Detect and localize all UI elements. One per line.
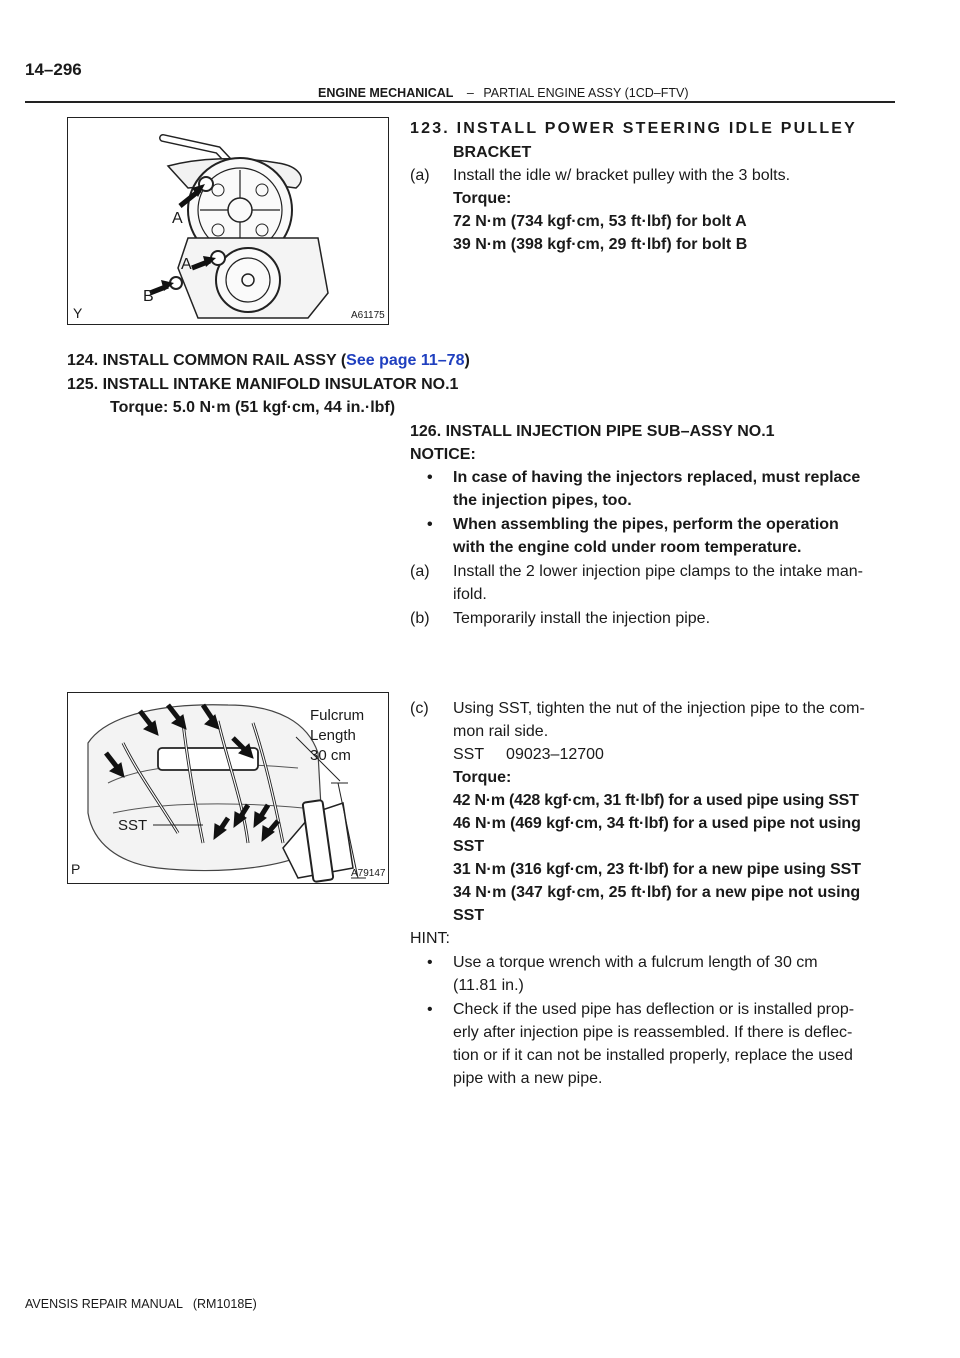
hint-item-2 <box>453 998 854 1021</box>
torque-line-3: SST <box>453 838 485 855</box>
step-123-a-text: Install the idle w/ bracket pulley with the 3 bolts. <box>453 167 791 184</box>
step-125-torque: Torque: 5.0 N·m (51 kgf·cm, 44 in.·lbf) <box>110 399 396 416</box>
see-page-link[interactable]: See page 11–78 <box>346 352 465 369</box>
step-126-a-line2: ifold. <box>453 586 487 603</box>
section-title: ENGINE MECHANICAL <box>318 86 454 100</box>
subsection-title: PARTIAL ENGINE ASSY (1CD–FTV) <box>483 86 689 100</box>
step-123-title <box>410 117 857 140</box>
hint-item-2-line1: Check if the used pipe has deflection or is installed prop- <box>453 1001 855 1018</box>
hint-item-1-line1: Use a torque wrench with a fulcrum length of 30 cm <box>453 954 818 971</box>
hint-item-2-line2: erly after injection pipe is reassembled. If there is deflec- <box>453 1024 853 1041</box>
notice-item-1-line1: In case of having the injectors replaced, must replace <box>453 469 861 486</box>
figure-corner-mark: P <box>71 861 81 877</box>
header-rule <box>25 101 895 103</box>
step-123-a-marker: (a) <box>410 167 430 184</box>
hint-item-2-line4: pipe with a new pipe. <box>453 1070 603 1087</box>
figure-code: A79147 <box>351 868 386 879</box>
step-126-b-marker: (b) <box>410 610 430 627</box>
step-123-title-text: 123. INSTALL POWER STEERING IDLE PULLEY <box>410 120 858 137</box>
step-126-a-line1: Install the 2 lower injection pipe clamps to the intake man- <box>453 563 863 580</box>
figure-corner-mark: Y <box>73 305 83 321</box>
notice-item-1-line2: the injection pipes, too. <box>453 492 632 509</box>
step-123-torque-a: 72 N·m (734 kgf·cm, 53 ft·lbf) for bolt A <box>453 213 747 230</box>
header-title <box>318 86 689 100</box>
step-124-close: ) <box>464 352 470 369</box>
step-126-c-marker: (c) <box>410 700 429 717</box>
step-126-c-line1: Using SST, tighten the nut of the injection pipe to the com- <box>453 700 865 717</box>
step-123-title-cont: BRACKET <box>453 144 532 161</box>
idle-pulley-illustration <box>68 118 388 324</box>
step-125-title: 125. INSTALL INTAKE MANIFOLD INSULATOR NO.1 <box>67 376 459 393</box>
step-126-torque-label: Torque: <box>453 769 512 786</box>
page-number: 14–296 <box>25 60 82 79</box>
hint-label: HINT: <box>410 930 450 947</box>
torque-line-4: 31 N·m (316 kgf·cm, 23 ft·lbf) for a new pipe using SST <box>453 861 861 878</box>
figure-idle-pulley <box>67 117 389 325</box>
header-separator: – <box>466 86 474 100</box>
footer-manual-title: AVENSIS REPAIR MANUAL (RM1018E) <box>25 1297 257 1311</box>
torque-line-2: 46 N·m (469 kgf·cm, 34 ft·lbf) for a used pipe not using <box>453 815 861 832</box>
bolt-b-label: B <box>143 288 154 305</box>
sst-label: SST <box>118 817 148 834</box>
notice-label: NOTICE: <box>410 446 476 463</box>
step-124 <box>67 349 470 372</box>
step-126-title: 126. INSTALL INJECTION PIPE SUB–ASSY NO.1 <box>410 423 775 440</box>
bolt-a-label-lower: A <box>181 256 192 273</box>
fulcrum-label-line2: Length <box>310 727 356 744</box>
hint-item-1-line2: (11.81 in.) <box>453 977 524 994</box>
torque-line-1: 42 N·m (428 kgf·cm, 31 ft·lbf) for a used pipe using SST <box>453 792 859 809</box>
figure-injection-pipe <box>67 692 389 884</box>
notice-item-2-line1: When assembling the pipes, perform the operation <box>453 516 839 533</box>
figure-code: A61175 <box>351 310 385 321</box>
step-126-b-text: Temporarily install the injection pipe. <box>453 610 711 627</box>
sst-part-number: SST 09023–12700 <box>453 746 604 763</box>
notice-item-2 <box>453 513 839 536</box>
notice-item-2-line2: with the engine cold under room temperature. <box>453 539 802 556</box>
hint-item-2-line3: tion or if it can not be installed properly, replace the used <box>453 1047 853 1064</box>
step-126-a-marker: (a) <box>410 563 430 580</box>
bolt-a-label-upper: A <box>172 210 183 227</box>
step-124-text: 124. INSTALL COMMON RAIL ASSY ( <box>67 352 347 369</box>
step-126-c-line2: mon rail side. <box>453 723 549 740</box>
torque-line-6: SST <box>453 907 485 924</box>
notice-item-1 <box>453 466 860 489</box>
fulcrum-label-line3: 30 cm <box>310 747 351 764</box>
step-123-torque-b: 39 N·m (398 kgf·cm, 29 ft·lbf) for bolt B <box>453 236 748 253</box>
step-123-torque-label: Torque: <box>453 190 512 207</box>
hint-item-1 <box>453 951 818 974</box>
fulcrum-label-line1: Fulcrum <box>310 707 365 724</box>
torque-line-5: 34 N·m (347 kgf·cm, 25 ft·lbf) for a new pipe not using <box>453 884 861 901</box>
